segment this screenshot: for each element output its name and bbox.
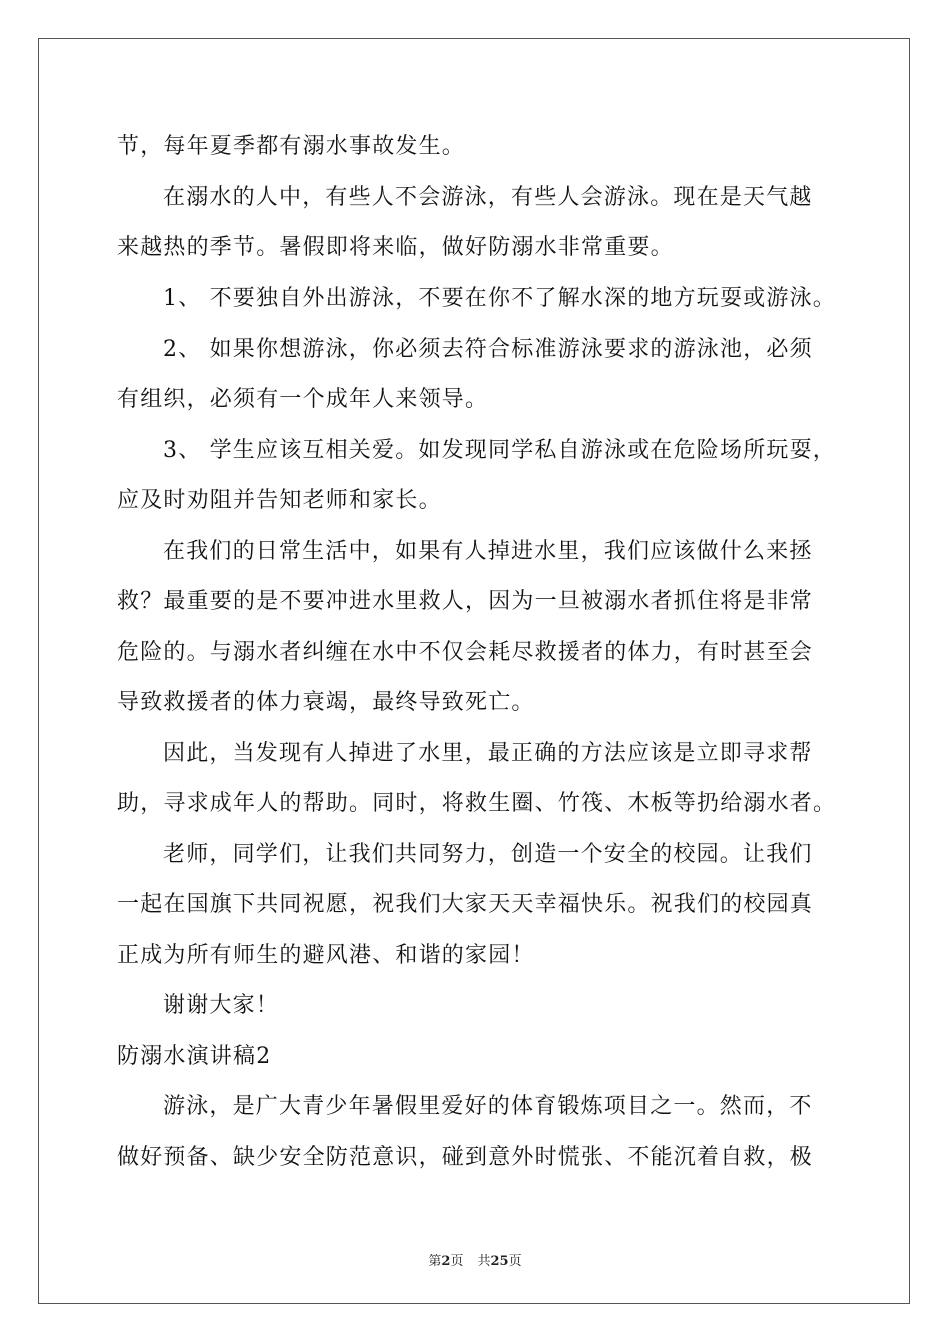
- text-line: 应及时劝阻并告知老师和家长。: [117, 488, 442, 513]
- text-line: 来越热的季节。暑假即将来临，做好防溺水非常重要。: [117, 235, 674, 260]
- text-line: 节，每年夏季都有溺水事故发生。: [117, 134, 466, 159]
- list-item-1: 1、 不要独自外出游泳，不要在你不了解水深的地方玩耍或游泳。: [163, 286, 836, 311]
- page-footer: [0, 1250, 950, 1269]
- text-line: 助，寻求成年人的帮助。同时，将救生圈、竹筏、木板等扔给溺水者。: [117, 791, 837, 816]
- page-prefix: 第: [428, 1254, 442, 1269]
- list-item-2: 2、 如果你想游泳，你必须去符合标准游泳要求的游泳池，必须: [163, 337, 813, 362]
- section-heading: 防溺水演讲稿2: [117, 1044, 272, 1069]
- total-unit: 页: [508, 1254, 522, 1269]
- text-line: 导致救援者的体力衰竭，最终导致死亡。: [117, 690, 535, 715]
- closing-line: 谢谢大家！: [163, 993, 280, 1018]
- paragraph-start-line: 游泳，是广大青少年暑假里爱好的体育锻炼项目之一。然而，不: [163, 1094, 813, 1119]
- paragraph-start-line: 老师，同学们，让我们共同努力，创造一个安全的校园。让我们: [163, 842, 813, 867]
- text-line: 救？最重要的是不要冲进水里救人，因为一旦被溺水者抓住将是非常: [117, 589, 814, 614]
- paragraph-start-line: 在我们的日常生活中，如果有人掉进水里，我们应该做什么来拯: [163, 539, 813, 564]
- text-line: 做好预备、缺少安全防范意识，碰到意外时慌张、不能沉着自救，极: [117, 1145, 814, 1170]
- list-item-3: 3、 学生应该互相关爱。如发现同学私自游泳或在危险场所玩耍，: [163, 438, 836, 463]
- total-prefix: 共: [477, 1254, 491, 1269]
- page-number: 2: [441, 1254, 451, 1269]
- total-pages: 25: [490, 1254, 509, 1269]
- text-line: 正成为所有师生的避风港、和谐的家园！: [117, 943, 535, 968]
- paragraph-start-line: 因此，当发现有人掉进了水里，最正确的方法应该是立即寻求帮: [163, 741, 813, 766]
- text-line: 一起在国旗下共同祝愿，祝我们大家天天幸福快乐。祝我们的校园真: [117, 892, 814, 917]
- text-line: 有组织，必须有一个成年人来领导。: [117, 387, 489, 412]
- page-unit: 页: [450, 1254, 464, 1269]
- paragraph-start-line: 在溺水的人中，有些人不会游泳，有些人会游泳。现在是天气越: [163, 185, 813, 210]
- text-line: 危险的。与溺水者纠缠在水中不仅会耗尽救援者的体力，有时甚至会: [117, 640, 814, 665]
